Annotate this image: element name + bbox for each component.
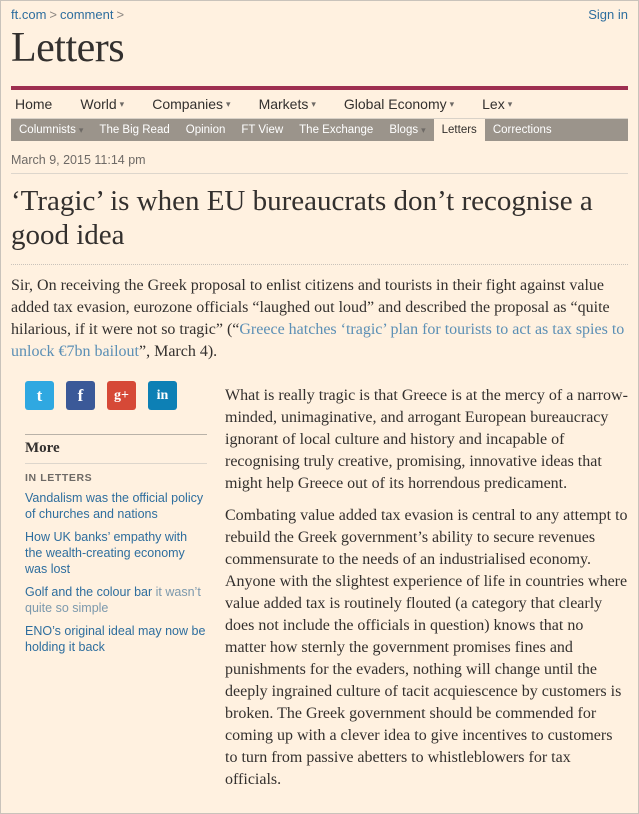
breadcrumb-separator-2: > xyxy=(116,7,125,22)
breadcrumb-separator-1: > xyxy=(49,7,57,22)
article-headline: ‘Tragic’ is when EU bureaucrats don’t recognise a good idea xyxy=(11,185,593,251)
subnav-item-columnists[interactable] xyxy=(11,119,91,141)
subnav-item-corrections[interactable] xyxy=(485,119,560,141)
list-item[interactable] xyxy=(25,490,207,522)
chevron-down-icon: ▾ xyxy=(78,124,84,135)
nav-item-companies-label: Companies xyxy=(152,96,224,112)
social-share-bar xyxy=(25,381,207,410)
breadcrumb-item-ftcom[interactable]: ft.com xyxy=(11,7,47,22)
chevron-down-icon: ▾ xyxy=(119,99,125,109)
subnav-item-the-exchange[interactable] xyxy=(291,119,381,141)
nav-item-global-economy-label: Global Economy xyxy=(343,96,447,112)
subnav-item-the-big-read-label: The Big Read xyxy=(99,124,170,136)
article-lede xyxy=(11,275,628,363)
subnav-item-blogs-label: Blogs xyxy=(389,124,419,136)
subnav-item-corrections-label: Corrections xyxy=(492,124,552,136)
list-item[interactable] xyxy=(25,623,207,655)
related-link-1[interactable]: Vandalism was the official policy of churches and nations xyxy=(25,491,204,521)
sidebar-section-label: IN LETTERS xyxy=(25,472,93,484)
chevron-down-icon: ▾ xyxy=(311,99,316,109)
headline-divider xyxy=(11,264,628,265)
more-divider-bottom xyxy=(25,463,207,464)
subnav-item-letters[interactable] xyxy=(434,119,485,141)
related-link-3[interactable]: Golf and the colour bar xyxy=(25,585,156,599)
content-columns xyxy=(11,375,628,791)
facebook-icon-glyph: f xyxy=(77,386,84,405)
related-links-list xyxy=(25,490,207,655)
related-link-3-subtext[interactable]: it wasn’t quite so simple xyxy=(25,585,201,615)
article-paragraph-3: Combating value added tax evasion is central to any attempt to rebuild the Greek government’s ability to secure revenues commensurate to the needs of an industrialised economy. Anyone with the slightest experience of life in countries where value added tax is routinely flouted (a category that clearly does not include the officials in question) knows that no matter how sternly the government promises fines and punishments for the evaders, nothing will change until the deeply ingrained culture of tacit acquiescence by customers is broken. The Greek government should be commended for coming up with a clever idea to give incentives to customers to turn from passive abetters to whistleblowers for tax officials. xyxy=(225,507,628,788)
nav-item-lex[interactable] xyxy=(482,96,530,112)
lede-inline-link[interactable]: Greece hatches ‘tragic’ plan for tourists to act as tax spies to unlock €7bn bailout xyxy=(11,321,625,360)
nav-item-world[interactable] xyxy=(80,96,142,112)
primary-nav xyxy=(11,90,628,119)
subnav-item-columnists-label: Columnists xyxy=(19,124,76,136)
subnav-item-blogs[interactable] xyxy=(381,119,433,141)
nav-item-markets[interactable] xyxy=(259,96,334,112)
related-link-2[interactable]: How UK banks’ empathy with the wealth-creating economy was lost xyxy=(25,530,188,576)
list-item[interactable] xyxy=(25,529,207,577)
subnav-item-the-big-read[interactable] xyxy=(91,119,177,141)
twitter-icon[interactable] xyxy=(25,381,54,410)
article-timestamp: March 9, 2015 11:14 pm xyxy=(11,153,628,174)
masthead xyxy=(1,22,638,72)
nav-item-markets-label: Markets xyxy=(258,96,309,112)
breadcrumb xyxy=(11,7,127,22)
article xyxy=(1,153,638,791)
lede-text-part1: Sir, On receiving the Greek proposal to enlist citizens and tourists in their fight against value added tax evasion, eurozone officials “laughed out loud” and described the proposal as “quite hilarious, if it were not so tragic” (“ xyxy=(11,277,610,338)
subnav-item-ft-view[interactable] xyxy=(233,119,291,141)
list-item[interactable] xyxy=(25,584,207,616)
linkedin-icon[interactable] xyxy=(148,381,177,410)
lede-text-part2: ”, March 4). xyxy=(138,343,218,360)
page-title: Letters xyxy=(11,25,125,71)
chevron-down-icon: ▾ xyxy=(226,99,231,109)
chevron-down-icon: ▾ xyxy=(449,99,455,109)
subnav-item-ft-view-label: FT View xyxy=(241,124,284,136)
more-heading: More xyxy=(25,440,60,456)
breadcrumb-item-comment[interactable]: comment xyxy=(60,7,114,22)
related-link-4[interactable]: ENO’s original ideal may now be holding it back xyxy=(25,624,206,654)
google-plus-icon-glyph: g+ xyxy=(114,387,129,403)
subnav-item-opinion-label: Opinion xyxy=(185,124,226,136)
sidebar xyxy=(11,375,207,662)
article-paragraph-2: What is really tragic is that Greece is at the mercy of a narrow-minded, unimaginative, and arrogant European bureaucracy ignorant of local culture and history and incapable of recognising truly creative, promising, innovative ideas that might help Greece out of its horrendous predicament. xyxy=(225,387,628,492)
facebook-icon[interactable] xyxy=(66,381,95,410)
linkedin-icon-glyph: in xyxy=(156,387,169,403)
article-body-upper xyxy=(225,375,628,791)
chevron-down-icon: ▾ xyxy=(507,99,513,109)
nav-item-world-label: World xyxy=(80,96,117,112)
secondary-nav xyxy=(11,119,628,141)
more-divider-top xyxy=(25,434,207,435)
nav-item-companies[interactable] xyxy=(152,96,248,112)
twitter-icon-glyph: t xyxy=(36,386,43,405)
subnav-item-letters-label: Letters xyxy=(441,124,477,136)
nav-item-home-label: Home xyxy=(15,96,53,112)
sign-in-link[interactable]: Sign in xyxy=(588,7,628,22)
subnav-item-the-exchange-label: The Exchange xyxy=(299,124,374,136)
nav-item-home[interactable] xyxy=(15,96,70,112)
lede-paragraph xyxy=(11,275,628,363)
google-plus-icon[interactable] xyxy=(107,381,136,410)
subnav-item-opinion[interactable] xyxy=(178,119,234,141)
chevron-down-icon: ▾ xyxy=(421,124,426,135)
top-bar xyxy=(1,1,638,22)
nav-item-global-economy[interactable] xyxy=(344,96,472,112)
nav-item-lex-label: Lex xyxy=(482,96,505,112)
